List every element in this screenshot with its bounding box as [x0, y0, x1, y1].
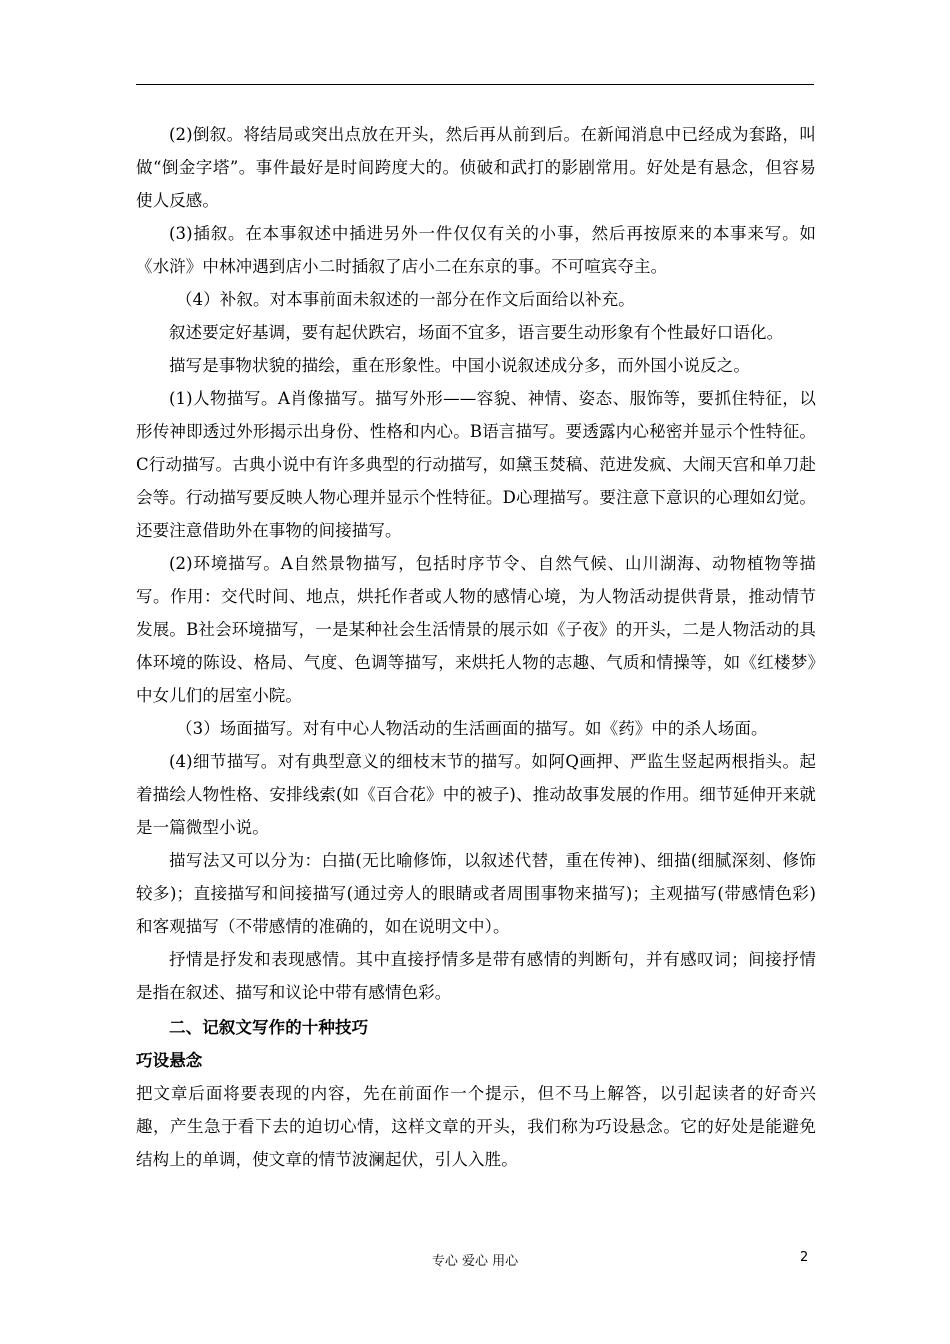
document-body — [136, 118, 816, 1176]
paragraph-scene-description: （3）场面描写。对有中心人物活动的生活画面的描写。如《药》中的杀人场面。 — [176, 719, 768, 738]
paragraph-description-intro: 描写是事物状貌的描绘，重在形象性。中国小说叙述成分多，而外国小说反之。 — [169, 356, 750, 375]
paragraph-suspense: 把文章后面将要表现的内容，先在前面作一个提示，但不马上解答，以引起读者的好奇兴趣，产生急于看下去的迫切心情，这样文章的开头，我们称为巧设悬念。它的好处是能避免结构上的单调，使文章的情节波澜起伏，引人入胜。 — [136, 1084, 816, 1169]
paragraph-flashback: (2)倒叙。将结局或突出点放在开头，然后再从前到后。在新闻消息中已经成为套路，叫做“倒金字塔”。事件最好是时间跨度大的。侦破和武打的影剧常用。好处是有悬念，但容易使人反感。 — [136, 125, 816, 210]
paragraph-description-methods: 描写法又可以分为：白描(无比喻修饰，以叙述代替，重在传神)、细描(细腻深刻、修饰较多)；直接描写和间接描写(通过旁人的眼睛或者周围事物来描写)；主观描写(带感情色彩)和客观描写（不带感情的准确的，如在说明文中）。 — [136, 851, 816, 936]
paragraph-environment-description: (2)环境描写。A自然景物描写，包括时序节令、自然气候、山川湖海、动物植物等描写。作用：交代时间、地点，烘托作者或人物的感情心境，为人物活动提供背景，推动情节发展。B社会环境描写，一是某种社会生活情景的展示如《子夜》的开头，二是人物活动的具体环境的陈设、格局、气度、色调等描写，来烘托人物的志趣、气质和情操等，如《红楼梦》中女儿们的居室小院。 — [136, 554, 816, 705]
page-footer — [0, 1250, 950, 1270]
page-number: 2 — [800, 1250, 809, 1265]
header-rule — [136, 84, 814, 85]
section-heading: 二、记叙文写作的十种技巧 — [169, 1018, 369, 1037]
footer-motto: 专心 爱心 用心 — [431, 1254, 519, 1269]
paragraph-lyricism: 抒情是抒发和表现感情。其中直接抒情多是带有感情的判断句，并有感叹词；间接抒情是指在叙述、描写和议论中带有感情色彩。 — [136, 950, 816, 1002]
paragraph-supplementary-narration: （4）补叙。对本事前面未叙述的一部分在作文后面给以补充。 — [176, 290, 635, 309]
paragraph-interpolated-narration: (3)插叙。在本事叙述中插进另外一件仅仅有关的小事，然后再按原来的本事来写。如《水浒》中林冲遇到店小二时插叙了店小二在东京的事。不可喧宾夺主。 — [136, 224, 816, 276]
subsection-heading: 巧设悬念 — [136, 1051, 203, 1070]
paragraph-character-description: (1)人物描写。A肖像描写。描写外形——容貌、神情、姿态、服饰等，要抓住特征，以形传神即透过外形揭示出身份、性格和内心。B语言描写。要透露内心秘密并显示个性特征。C行动描写。古典小说中有许多典型的行动描写，如黛玉焚稿、范进发疯、大闹天宫和单刀赴会等。行动描写要反映人物心理并显示个性特征。D心理描写。要注意下意识的心理如幻觉。还要注意借助外在事物的间接描写。 — [136, 389, 816, 540]
paragraph-detail-description: (4)细节描写。对有典型意义的细枝末节的描写。如阿Q画押、严监生竖起两根指头。起着描绘人物性格、安排线索(如《百合花》中的被子)、推动故事发展的作用。细节延伸开来就是一篇微型小说。 — [136, 752, 816, 837]
paragraph-narration-tone: 叙述要定好基调，要有起伏跌宕，场面不宜多，语言要生动形象有个性最好口语化。 — [169, 323, 784, 342]
